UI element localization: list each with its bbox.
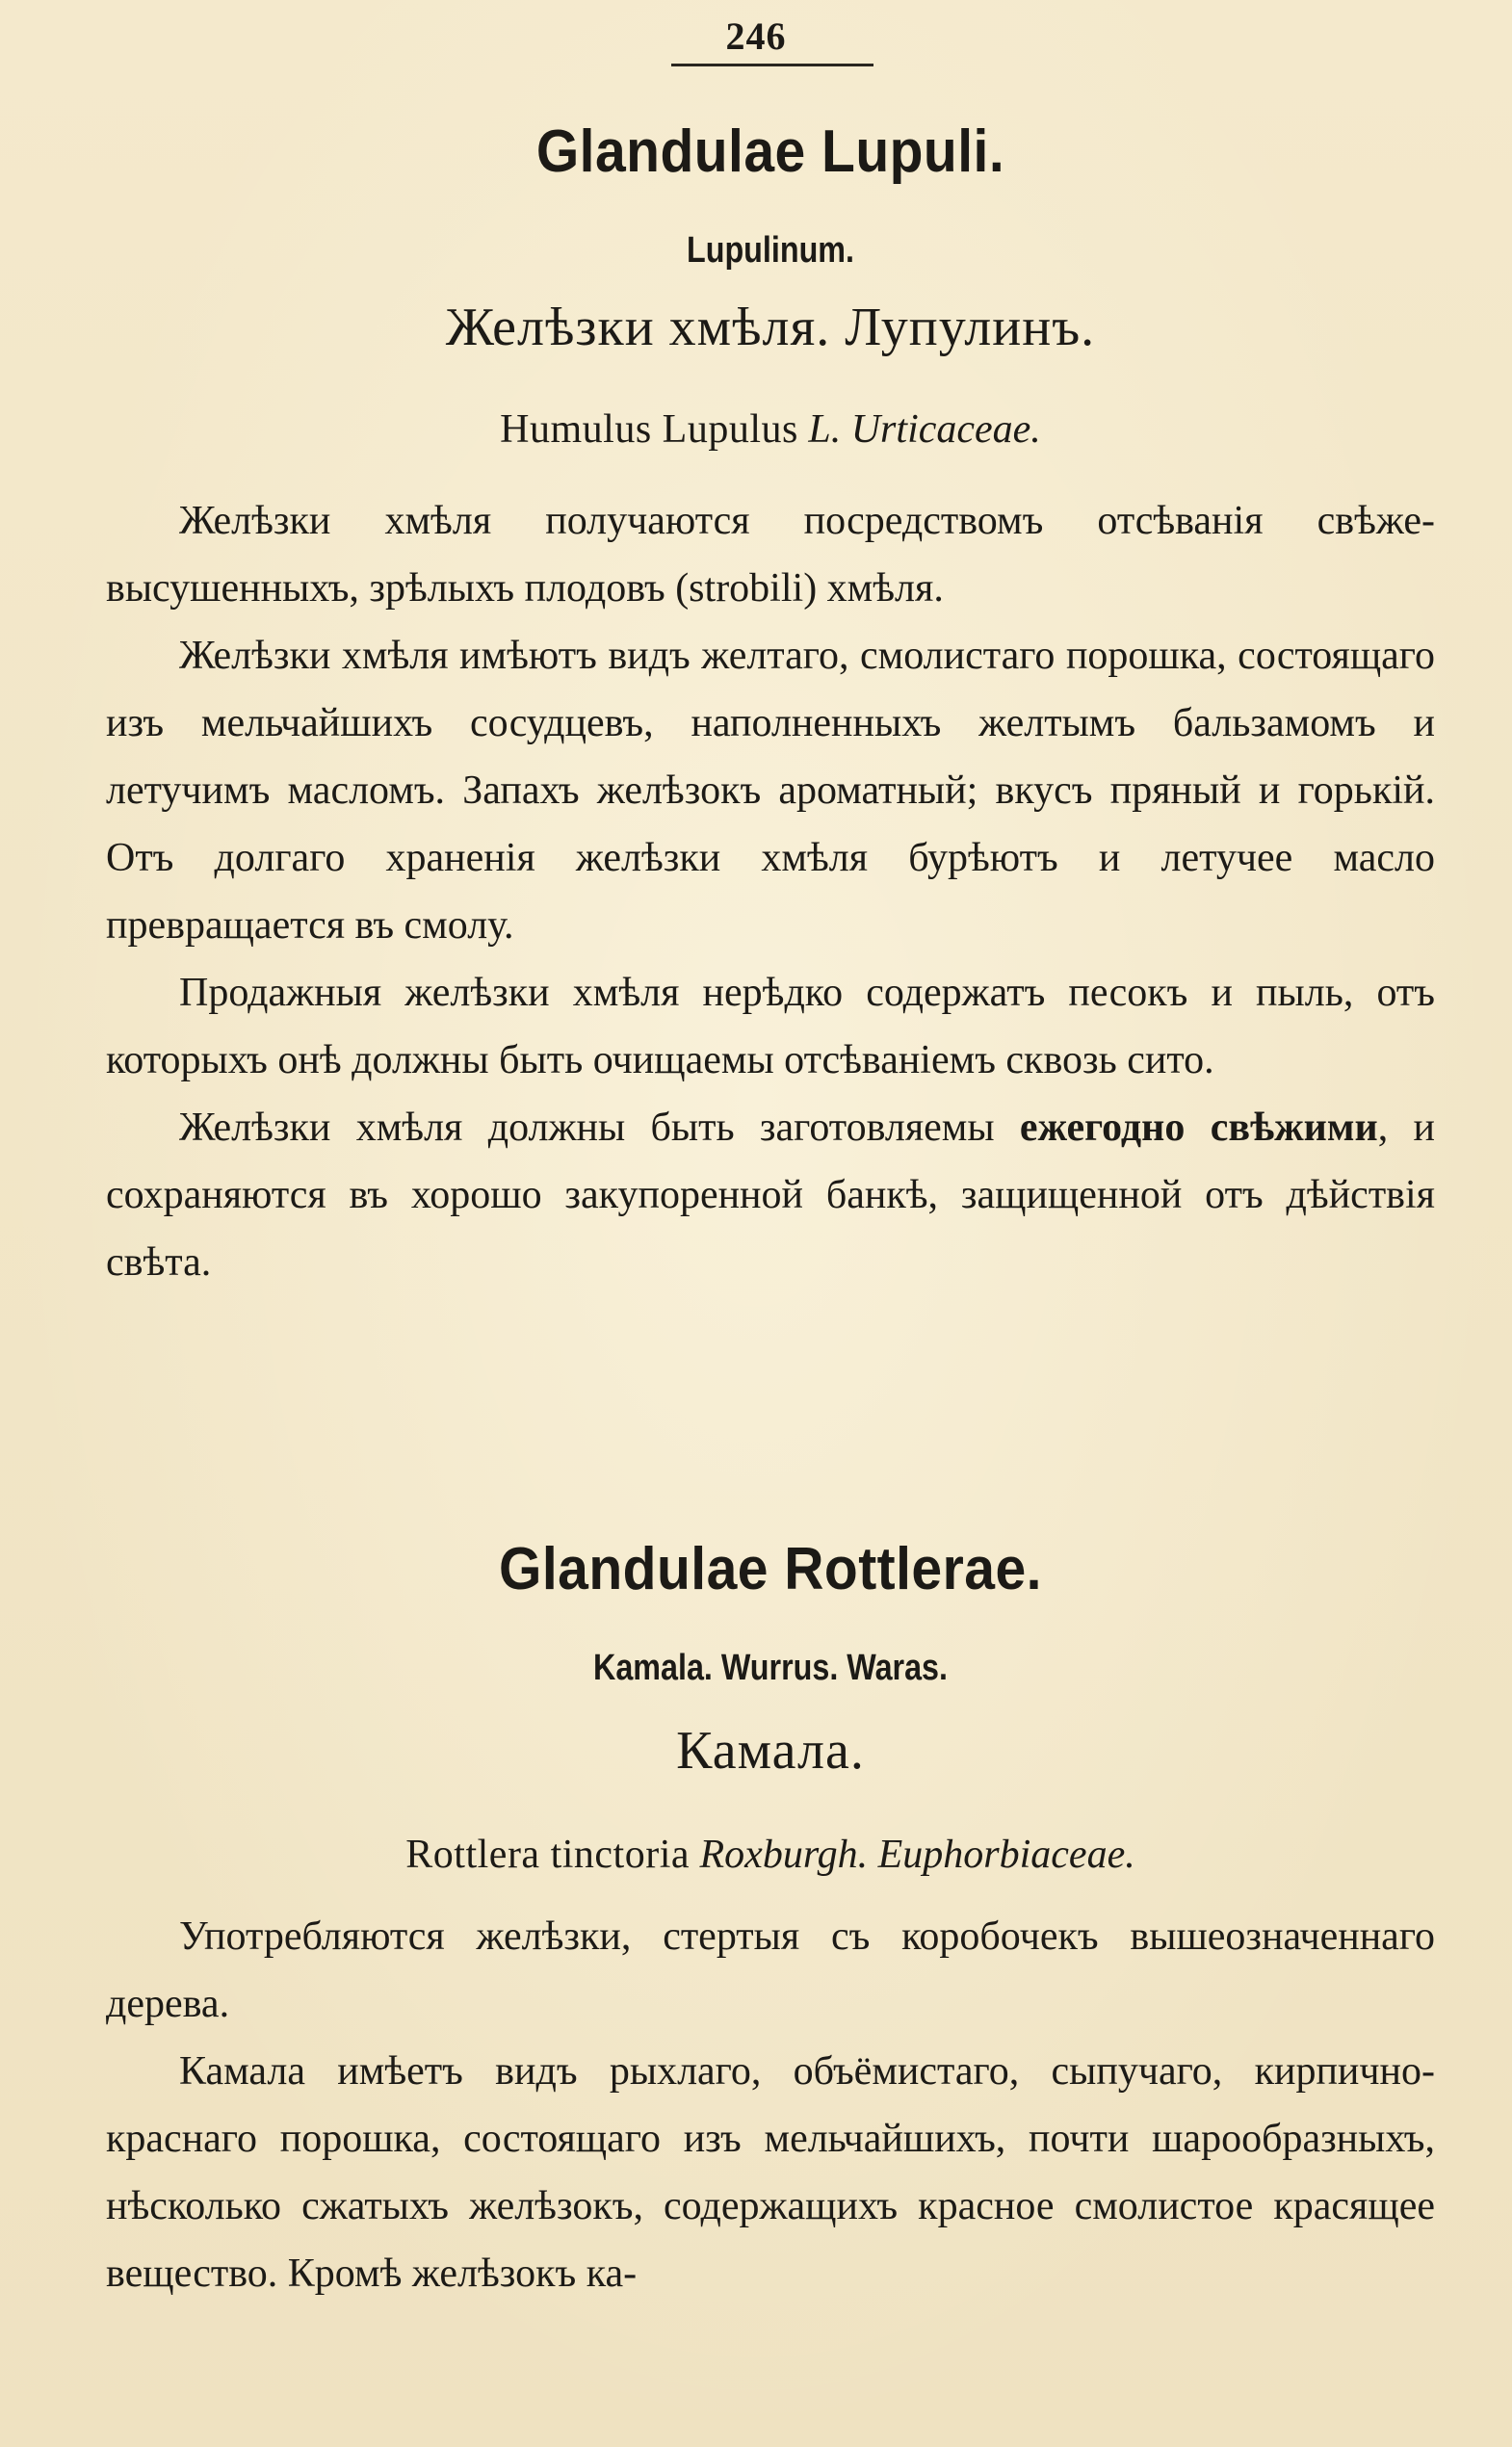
paragraph — [106, 1094, 1435, 1296]
paragraph-text: Камала имѣетъ видъ рыхлаго, объёмистаго, сыпучаго, кирпично-краснаго порошка, состоящаго изъ мельчайшихъ, почти шарообразныхъ, нѣсколько сжатыхъ желѣзокъ, содержащихъ красное смолистое красящее вещество. Кромѣ желѣзокъ ка- — [106, 2049, 1435, 2296]
paragraph-text: Употребляются желѣзки, стертыя съ коробочекъ вышеозначеннаго дерева. — [106, 1914, 1435, 2026]
section-russian-title: Камала. — [676, 1721, 865, 1781]
header-rule — [671, 64, 873, 66]
section-title-glandulae-rottlerae: Glandulae Rottlerae. — [499, 1536, 1042, 1602]
paragraph — [106, 487, 1435, 622]
section-russian-title: Желѣзки хмѣля. Лупулинъ. — [445, 298, 1096, 357]
section-title-glandulae-lupuli: Glandulae Lupuli. — [535, 118, 1005, 185]
paragraph-text: Желѣзки хмѣля должны быть заготовляемы — [179, 1106, 1020, 1150]
paragraph — [106, 2038, 1435, 2307]
section1-body — [106, 487, 1435, 1296]
species-name: Rottlera tinctoria — [405, 1833, 691, 1877]
species-author: Roxburgh. — [699, 1833, 869, 1877]
paragraph-emphasis: ежегодно свѣжими — [1019, 1106, 1378, 1150]
section-subtitle-kamala: Kamala. Wurrus. Waras. — [593, 1648, 948, 1688]
paragraph — [106, 622, 1435, 959]
paragraph-text: Желѣзки хмѣля получаются посредствомъ отсѣванія свѣже-высушенныхъ, зрѣлыхъ плодовъ (strobili) хмѣля. — [106, 499, 1435, 611]
paragraph — [106, 959, 1435, 1094]
species-family: Urticaceae. — [850, 407, 1041, 452]
species-name: Humulus Lupulus — [500, 407, 798, 452]
section-subtitle-lupulinum: Lupulinum. — [686, 230, 855, 271]
paragraph-text: Продажныя желѣзки хмѣля нерѣдко содержатъ песокъ и пыль, отъ которыхъ онѣ должны быть очищаемы отсѣваніемъ сквозь сито. — [106, 971, 1435, 1082]
page-number: 246 — [725, 14, 787, 58]
species-line — [106, 1828, 1435, 1882]
paragraph — [106, 1903, 1435, 2038]
species-family: Euphorbiaceae. — [877, 1833, 1135, 1877]
paragraph-text: , и сохраняются въ хорошо закупоренной банкѣ, защищенной отъ дѣйствія свѣта. — [106, 1106, 1435, 1285]
paragraph-text: Желѣзки хмѣля имѣютъ видъ желтаго, смолистаго порошка, состоящаго изъ мельчайшихъ сосудцевъ, наполненныхъ желтымъ бальзамомъ и летучимъ масломъ. Запахъ желѣзокъ ароматный; вкусъ пряный и горькій. Отъ долгаго храненія желѣзки хмѣля бурѣютъ и летучее масло превращается въ смолу. — [106, 634, 1435, 948]
species-author: L. — [808, 407, 842, 452]
section2-body — [106, 1903, 1435, 2307]
species-line — [106, 403, 1435, 456]
